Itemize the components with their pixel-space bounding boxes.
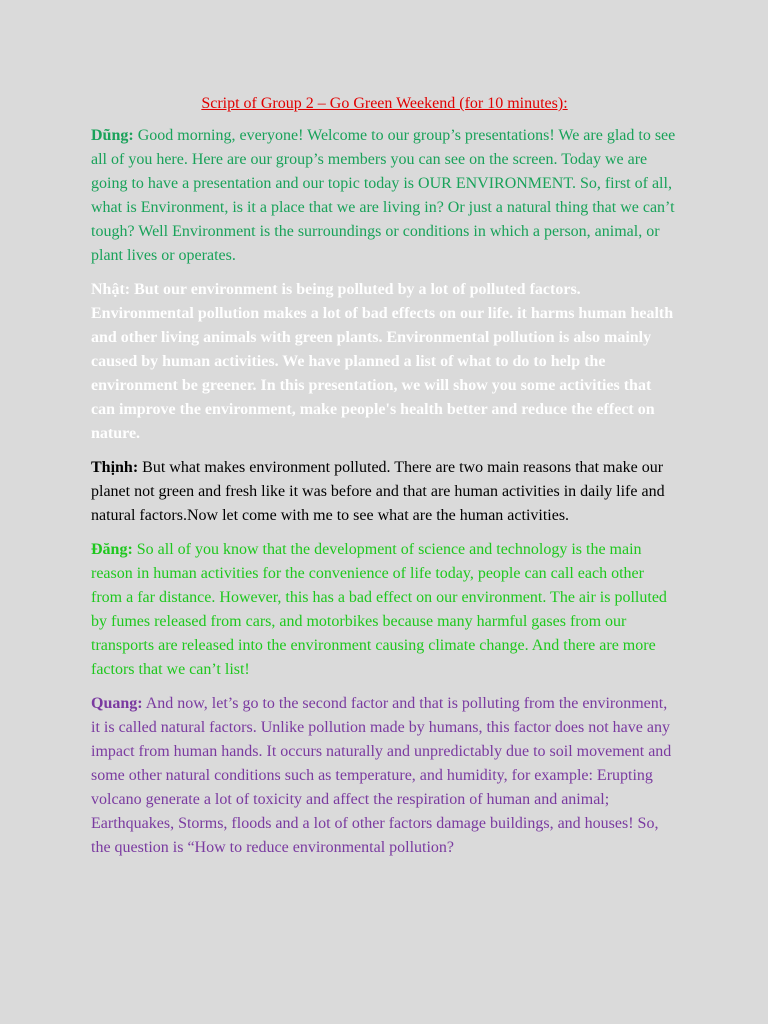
speaker-name: Dũng: bbox=[91, 127, 134, 144]
paragraph-nhat bbox=[91, 278, 678, 446]
paragraph-dang bbox=[91, 538, 678, 682]
speaker-name: Đăng: bbox=[91, 541, 133, 558]
paragraph-text: Good morning, everyone! Welcome to our group’s presentations! We are glad to see all of you here. Here are our group’s members you can see on the screen. Today we are going to have a presentation and our topic today is OUR ENVIRONMENT. So, first of all, what is Environment, is it a place that we are living in? Or just a natural thing that we can’t tough? Well Environment is the surroundings or conditions in which a person, animal, or plant lives or operates. bbox=[91, 127, 676, 264]
paragraph-quang bbox=[91, 692, 678, 860]
document-title: Script of Group 2 – Go Green Weekend (for 10 minutes): bbox=[201, 95, 568, 112]
paragraph-text: But our environment is being polluted by a lot of polluted factors. Environmental pollution makes a lot of bad effects on our life. it harms human health and other living animals with green plants. Environmental pollution is also mainly caused by human activities. We have planned a list of what to do to help the environment be greener. In this presentation, we will show you some activities that can improve the environment, make people's health better and reduce the effect on nature. bbox=[91, 281, 674, 442]
paragraph-text: And now, let’s go to the second factor and that is polluting from the environment, it is called natural factors. Unlike pollution made by humans, this factor does not have any impact from human hands. It occurs naturally and unpredictably due to soil movement and some other natural conditions such as temperature, and humidity, for example: Erupting volcano generate a lot of toxicity and affect the respiration of human and animal; Earthquakes, Storms, floods and a lot of other factors damage buildings, and houses! So, the question is “How to reduce environmental pollution? bbox=[91, 695, 672, 856]
speaker-name: Nhật: bbox=[91, 281, 131, 298]
paragraph-thinh bbox=[91, 456, 678, 528]
speaker-name: Thịnh: bbox=[91, 459, 139, 476]
paragraph-text: But what makes environment polluted. There are two main reasons that make our planet not green and fresh like it was before and that are human activities in daily life and natural factors.Now let come with me to see what are the human activities. bbox=[91, 459, 665, 524]
paragraph-dung bbox=[91, 124, 678, 268]
speaker-name: Quang: bbox=[91, 695, 143, 712]
paragraph-text: So all of you know that the development of science and technology is the main reason in human activities for the convenience of life today, people can call each other from a far distance. However, this has a bad effect on our environment. The air is polluted by fumes released from cars, and motorbikes because many harmful gases from our transports are released into the environment causing climate change. And there are more factors that we can’t list! bbox=[91, 541, 667, 678]
